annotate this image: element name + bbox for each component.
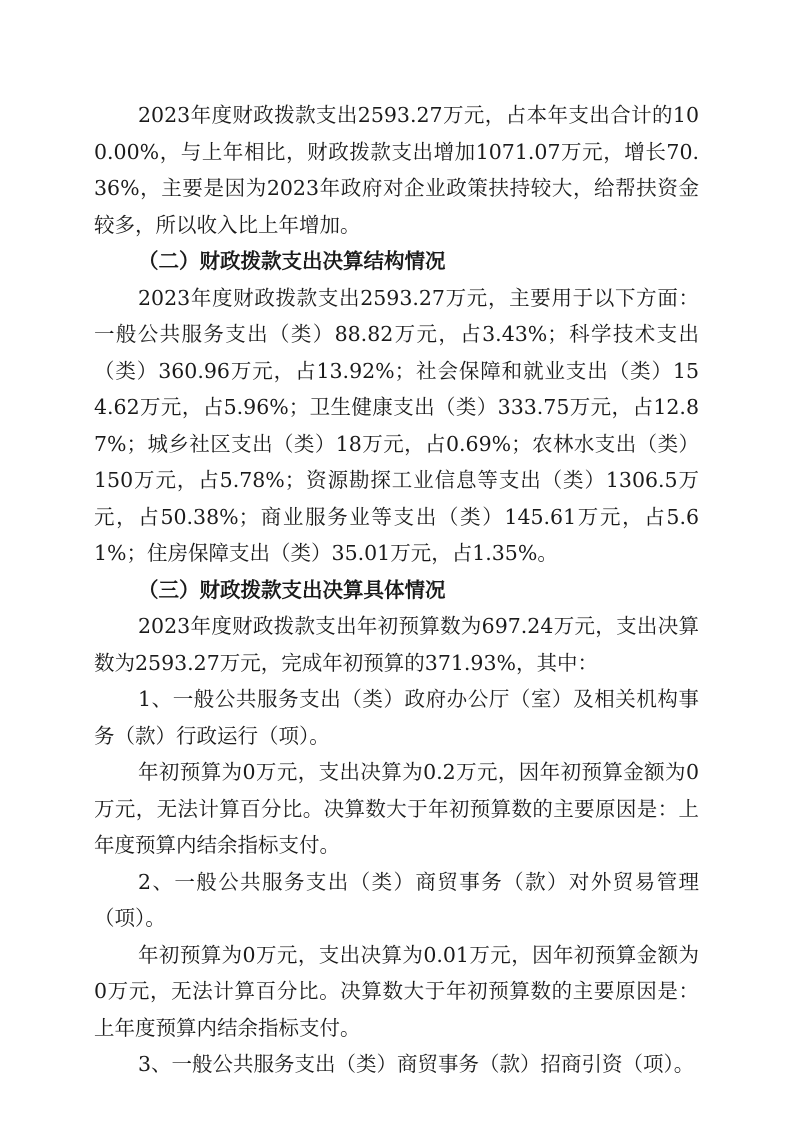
item-1-detail: 年初预算为0万元，支出决算为0.2万元，因年初预算金额为0万元，无法计算百分比。决算数大于年初预算数的主要原因是：上年度预算内结余指标支付。 [94,760,699,857]
heading-structure: （二）财政拨款支出决算结构情况 [138,249,446,273]
item-2-detail: 年初预算为0万元，支出决算为0.01万元，因年初预算金额为0万元，无法计算百分比。决算数大于年初预算数的主要原因是：上年度预算内结余指标支付。 [94,942,699,1040]
item-2-title: 2、一般公共服务支出（类）商贸事务（款）对外贸易管理（项）。 [94,869,699,930]
heading-specific: （三）财政拨款支出决算具体情况 [138,577,446,602]
item-1-title: 1、一般公共服务支出（类）政府办公厅（室）及相关机构事务（款）行政运行（项）。 [94,687,699,748]
paragraph-expenditure-summary: 2023年度财政拨款支出2593.27万元，占本年支出合计的100.00%，与上年相比，财政拨款支出增加1071.07万元，增长70.36%，主要是因为2023年政府对企业政策扶持较大，给帮扶资金较多，所以收入比上年增加。 [94,103,699,237]
item-3-title: 3、一般公共服务支出（类）商贸事务（款）招商引资（项）。 [138,1052,695,1076]
paragraph-structure-breakdown: 2023年度财政拨款支出2593.27万元，主要用于以下方面：一般公共服务支出（类）88.82万元，占3.43%；科学技术支出（类）360.96万元，占13.92%；社会保障和就业支出（类）154.62万元，占5.96%；卫生健康支出（类）333.75万元，占12.87%；城乡社区支出（类）18万元，占0.69%；农林水支出（类）150万元，占5.78%；资源勘探工业信息等支出（类）1306.5万元，占50.38%；商业服务业等支出（类）145.61万元，占5.61%；住房保障支出（类）35.01万元，占1.35%。 [94,285,699,565]
paragraph-budget-completion: 2023年度财政拨款支出年初预算数为697.24万元，支出决算数为2593.27万元，完成年初预算的371.93%，其中： [94,614,699,675]
